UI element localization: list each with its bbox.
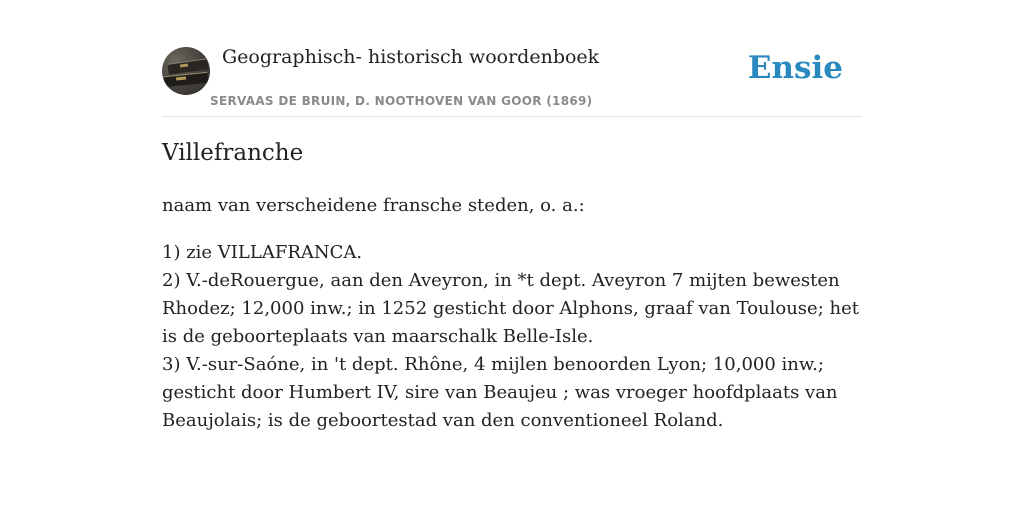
entry-item-1: 1) zie VILLAFRANCA. (162, 242, 363, 263)
book-cover-icon[interactable] (162, 47, 210, 95)
book-author: SERVAAS DE BRUIN, D. NOOTHOVEN VAN GOOR (1869) (210, 94, 593, 108)
ensie-logo[interactable]: Ensie (747, 50, 843, 86)
book-title-link[interactable]: Geographisch- historisch woordenboek (222, 46, 600, 68)
header (162, 40, 862, 117)
entry-item-2: 2) V.-deRouergue, aan den Aveyron, in *t dept. Aveyron 7 mijten bewesten Rhodez; 12,000 inw.; in 1252 gesticht door Alphons, graaf van Toulouse; het is de geboorteplaats van maarschalk Belle-Isle. (162, 270, 859, 347)
entry-body (162, 192, 862, 435)
entry-item-3: 3) V.-sur-Saóne, in 't dept. Rhône, 4 mijlen benoorden Lyon; 10,000 inw.; gesticht door Humbert IV, sire van Beaujeu ; was vroeger hoofdplaats van Beaujolais; is de geboortestad van den conventioneel Roland. (162, 354, 838, 431)
entry-title: Villefranche (162, 140, 304, 166)
entry-intro: naam van verscheidene fransche steden, o. a.: (162, 195, 585, 216)
